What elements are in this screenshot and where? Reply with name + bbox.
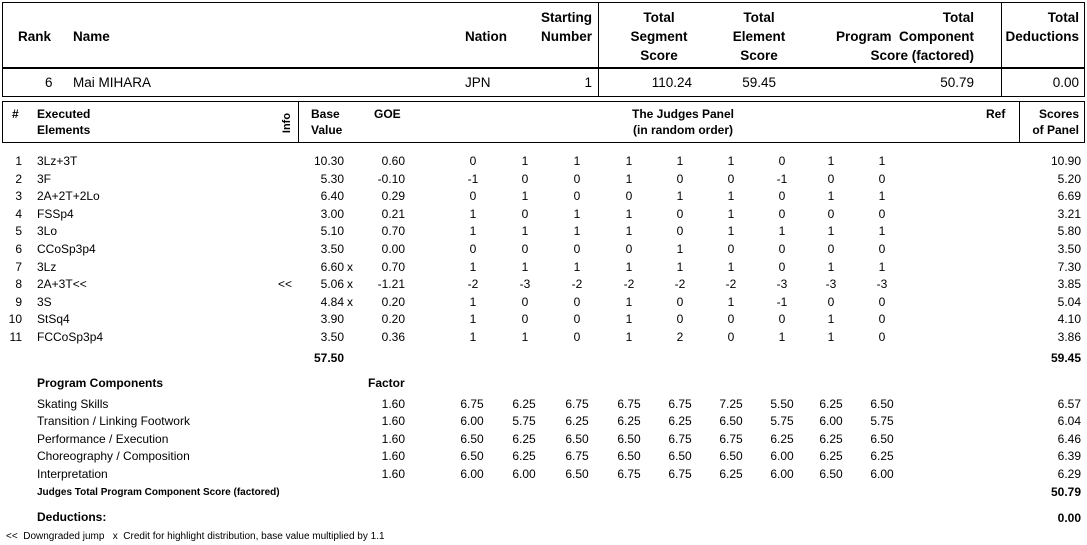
components-total-score: 50.79 bbox=[1050, 485, 1081, 499]
element-judge-score: 0 bbox=[778, 206, 786, 221]
element-name: 3Lz+3T bbox=[37, 154, 78, 168]
component-panel-score: 6.39 bbox=[1057, 449, 1081, 464]
deductions-value: 0.00 bbox=[1057, 511, 1081, 525]
element-base: 4.84 bbox=[320, 294, 344, 309]
element-judge-score: 0 bbox=[878, 312, 886, 327]
element-num: 3 bbox=[15, 189, 22, 204]
element-judge-score: -3 bbox=[519, 277, 531, 292]
element-name: StSq4 bbox=[37, 312, 70, 327]
element-judge-score: 1 bbox=[469, 206, 477, 221]
name-label: Name bbox=[73, 29, 110, 44]
element-judge-score: 1 bbox=[521, 189, 529, 204]
element-judge-score: 1 bbox=[778, 330, 786, 344]
component-judge-score: 6.50 bbox=[819, 466, 843, 481]
component-name: Skating Skills bbox=[37, 397, 109, 411]
element-num: 8 bbox=[15, 277, 22, 292]
skater-nation: JPN bbox=[465, 75, 491, 90]
component-judge-score: 6.75 bbox=[617, 397, 641, 411]
element-judge-score: 1 bbox=[827, 259, 835, 274]
component-judge-score: 6.00 bbox=[870, 466, 894, 481]
scores-label-2: of Panel bbox=[1032, 123, 1079, 137]
element-judge-score: -2 bbox=[571, 277, 583, 292]
element-name: 3S bbox=[37, 294, 52, 309]
elements-total-base: 57.50 bbox=[313, 351, 344, 365]
component-judge-score: 6.50 bbox=[668, 449, 692, 464]
element-name: 3Lo bbox=[37, 224, 58, 239]
elements-header-box bbox=[2, 101, 1085, 143]
element-judge-score: 0 bbox=[878, 206, 886, 221]
element-judge-score: 0 bbox=[676, 171, 684, 186]
element-goe: 0.36 bbox=[381, 330, 405, 344]
element-judge-score: 0 bbox=[676, 312, 684, 327]
element-judge-score: 1 bbox=[573, 259, 581, 274]
factor-label: Factor bbox=[368, 376, 405, 390]
element-judge-score: 1 bbox=[469, 224, 477, 239]
component-panel-score: 6.57 bbox=[1057, 397, 1081, 411]
element-judge-score: 1 bbox=[676, 189, 684, 204]
component-judge-score: 6.00 bbox=[460, 466, 484, 481]
component-judge-score: 6.00 bbox=[770, 449, 794, 464]
element-panel-score: 7.30 bbox=[1057, 259, 1081, 274]
element-judge-score: 1 bbox=[727, 294, 735, 309]
element-judge-score: 0 bbox=[521, 312, 529, 327]
element-goe: -0.10 bbox=[377, 171, 405, 186]
component-judge-score: 6.50 bbox=[719, 449, 743, 464]
element-judge-score: -1 bbox=[467, 171, 479, 186]
element-name: 3Lz bbox=[37, 259, 57, 274]
element-name: 2A+2T+2Lo bbox=[37, 189, 100, 204]
tss-label-2: Segment bbox=[630, 29, 688, 44]
component-judge-score: 6.75 bbox=[617, 466, 641, 481]
component-judge-score: 6.75 bbox=[565, 397, 589, 411]
tes-label-3: Score bbox=[740, 48, 778, 63]
element-name: 3F bbox=[37, 171, 52, 186]
tes-label-1: Total bbox=[743, 10, 775, 25]
skater-deductions: 0.00 bbox=[1052, 75, 1079, 90]
element-judge-score: 0 bbox=[573, 294, 581, 309]
skater-pcs: 50.79 bbox=[940, 75, 974, 90]
component-panel-score: 6.04 bbox=[1057, 414, 1081, 429]
element-judge-score: 0 bbox=[573, 242, 581, 256]
component-judge-score: 5.75 bbox=[870, 414, 894, 429]
element-base: 3.90 bbox=[320, 312, 344, 327]
element-panel-score: 4.10 bbox=[1057, 312, 1081, 327]
element-judge-score: 2 bbox=[676, 330, 684, 344]
element-judge-score: 1 bbox=[778, 224, 786, 239]
element-judge-score: 0 bbox=[573, 171, 581, 186]
component-name: Interpretation bbox=[37, 466, 108, 481]
pcs-label-2: Program Component bbox=[835, 29, 974, 44]
element-x-flag: x bbox=[347, 294, 353, 309]
element-judge-score: 0 bbox=[676, 224, 684, 239]
component-judge-score: 6.25 bbox=[870, 449, 894, 464]
element-goe: -1.21 bbox=[377, 277, 405, 292]
element-goe: 0.21 bbox=[381, 206, 405, 221]
component-judge-score: 6.00 bbox=[819, 414, 843, 429]
element-base: 3.50 bbox=[320, 330, 344, 344]
component-judge-score: 6.00 bbox=[512, 466, 536, 481]
element-x-flag: x bbox=[347, 259, 353, 274]
element-judge-score: 0 bbox=[878, 294, 886, 309]
component-judge-score: 6.75 bbox=[668, 466, 692, 481]
element-judge-score: -3 bbox=[876, 277, 888, 292]
element-num: 1 bbox=[15, 154, 22, 168]
element-judge-score: 1 bbox=[827, 312, 835, 327]
element-judge-score: 1 bbox=[625, 294, 633, 309]
element-base: 5.06 bbox=[320, 277, 344, 292]
skater-tss: 110.24 bbox=[651, 75, 692, 90]
component-judge-score: 6.75 bbox=[719, 431, 743, 446]
element-judge-score: 0 bbox=[778, 154, 786, 168]
component-judge-score: 6.00 bbox=[770, 466, 794, 481]
element-base: 6.60 bbox=[320, 259, 344, 274]
header-divider bbox=[2, 67, 1085, 69]
rank-label: Rank bbox=[18, 29, 52, 44]
element-judge-score: 0 bbox=[676, 206, 684, 221]
element-judge-score: 1 bbox=[469, 259, 477, 274]
info-label: Info bbox=[281, 112, 293, 134]
component-judge-score: 6.50 bbox=[460, 431, 484, 446]
skater-tes: 59.45 bbox=[742, 75, 776, 90]
ded-label-2: Deductions bbox=[1005, 29, 1079, 44]
element-panel-score: 5.04 bbox=[1057, 294, 1081, 309]
element-judge-score: 1 bbox=[727, 154, 735, 168]
component-judge-score: 6.75 bbox=[668, 431, 692, 446]
scores-label-1: Scores bbox=[1038, 107, 1079, 121]
header-vline-1 bbox=[598, 2, 599, 97]
element-goe: 0.20 bbox=[381, 294, 405, 309]
tss-label-1: Total bbox=[643, 10, 675, 25]
component-factor: 1.60 bbox=[381, 449, 405, 464]
element-panel-score: 3.50 bbox=[1057, 242, 1081, 256]
element-judge-score: 0 bbox=[727, 242, 735, 256]
element-num: 9 bbox=[15, 294, 22, 309]
element-judge-score: -2 bbox=[725, 277, 737, 292]
component-name: Choreography / Composition bbox=[37, 449, 190, 464]
component-judge-score: 6.25 bbox=[512, 449, 536, 464]
component-judge-score: 6.25 bbox=[770, 431, 794, 446]
component-judge-score: 5.50 bbox=[770, 397, 794, 411]
element-judge-score: 1 bbox=[727, 189, 735, 204]
element-judge-score: 0 bbox=[827, 206, 835, 221]
element-x-flag: x bbox=[347, 277, 353, 292]
component-judge-score: 6.75 bbox=[460, 397, 484, 411]
component-judge-score: 6.75 bbox=[565, 449, 589, 464]
tss-label-3: Score bbox=[640, 48, 678, 63]
element-base: 3.50 bbox=[320, 242, 344, 256]
element-num: 7 bbox=[15, 259, 22, 274]
starting-number-label-2: Number bbox=[540, 29, 592, 44]
element-num: 5 bbox=[15, 224, 22, 239]
component-judge-score: 6.50 bbox=[565, 466, 589, 481]
element-judge-score: 0 bbox=[469, 242, 477, 256]
component-judge-score: 6.25 bbox=[512, 397, 536, 411]
element-base: 6.40 bbox=[320, 189, 344, 204]
executed-label-2: Elements bbox=[37, 123, 91, 137]
element-judge-score: 1 bbox=[469, 294, 477, 309]
element-judge-score: 1 bbox=[469, 312, 477, 327]
element-num: 4 bbox=[15, 206, 22, 221]
starting-number-label-1: Starting bbox=[540, 10, 592, 25]
element-judge-score: 0 bbox=[827, 242, 835, 256]
component-judge-score: 6.25 bbox=[617, 414, 641, 429]
element-judge-score: 1 bbox=[573, 224, 581, 239]
element-judge-score: 1 bbox=[827, 154, 835, 168]
element-judge-score: 1 bbox=[727, 224, 735, 239]
component-judge-score: 6.50 bbox=[617, 449, 641, 464]
base-label-2: Value bbox=[311, 123, 343, 137]
skater-starting-number: 1 bbox=[584, 75, 592, 90]
component-judge-score: 6.25 bbox=[565, 414, 589, 429]
judges-label-1: The Judges Panel bbox=[631, 107, 735, 121]
element-judge-score: 0 bbox=[727, 330, 735, 344]
element-panel-score: 10.90 bbox=[1050, 154, 1081, 168]
deductions-label: Deductions: bbox=[37, 510, 107, 524]
nation-label: Nation bbox=[465, 29, 507, 44]
component-name: Transition / Linking Footwork bbox=[37, 414, 190, 429]
component-name: Performance / Execution bbox=[37, 431, 169, 446]
element-judge-score: 0 bbox=[778, 189, 786, 204]
element-judge-score: 1 bbox=[521, 330, 529, 344]
element-judge-score: 1 bbox=[827, 330, 835, 344]
component-judge-score: 5.75 bbox=[512, 414, 536, 429]
element-judge-score: 0 bbox=[778, 312, 786, 327]
element-judge-score: 0 bbox=[469, 154, 477, 168]
element-judge-score: 0 bbox=[727, 171, 735, 186]
pcs-label-1: Total bbox=[942, 10, 974, 25]
judges-label-2: (in random order) bbox=[632, 123, 733, 137]
element-panel-score: 3.86 bbox=[1057, 330, 1081, 344]
element-judge-score: 1 bbox=[573, 206, 581, 221]
tes-label-2: Element bbox=[732, 29, 786, 44]
component-judge-score: 6.50 bbox=[719, 414, 743, 429]
element-judge-score: -2 bbox=[467, 277, 479, 292]
element-judge-score: 1 bbox=[827, 224, 835, 239]
element-judge-score: 1 bbox=[878, 224, 886, 239]
component-judge-score: 6.50 bbox=[617, 431, 641, 446]
element-judge-score: -1 bbox=[776, 294, 788, 309]
component-factor: 1.60 bbox=[381, 431, 405, 446]
element-judge-score: 1 bbox=[469, 330, 477, 344]
base-label-1: Base bbox=[311, 107, 340, 121]
skater-rank: 6 bbox=[45, 75, 53, 90]
element-judge-score: 0 bbox=[625, 189, 633, 204]
element-panel-score: 3.85 bbox=[1057, 277, 1081, 292]
executed-label-1: Executed bbox=[37, 107, 91, 121]
element-judge-score: -2 bbox=[674, 277, 686, 292]
element-base: 5.30 bbox=[320, 171, 344, 186]
component-judge-score: 7.25 bbox=[719, 397, 743, 411]
element-judge-score: 1 bbox=[878, 154, 886, 168]
component-judge-score: 6.50 bbox=[870, 397, 894, 411]
element-judge-score: 0 bbox=[573, 312, 581, 327]
pcs-label-3: Score (factored) bbox=[870, 48, 974, 63]
element-num: 11 bbox=[9, 330, 22, 344]
element-name: FCCoSp3p4 bbox=[37, 330, 104, 344]
element-goe: 0.70 bbox=[381, 259, 405, 274]
element-judge-score: 0 bbox=[827, 294, 835, 309]
element-judge-score: 1 bbox=[625, 330, 633, 344]
element-num: 6 bbox=[15, 242, 22, 256]
component-factor: 1.60 bbox=[381, 414, 405, 429]
element-judge-score: 0 bbox=[778, 259, 786, 274]
skater-name: Mai MIHARA bbox=[73, 75, 152, 90]
element-judge-score: 0 bbox=[727, 312, 735, 327]
element-judge-score: -3 bbox=[776, 277, 788, 292]
element-goe: 0.20 bbox=[381, 312, 405, 327]
component-factor: 1.60 bbox=[381, 397, 405, 411]
element-judge-score: 0 bbox=[878, 171, 886, 186]
element-base: 3.00 bbox=[320, 206, 344, 221]
element-judge-score: 1 bbox=[878, 259, 886, 274]
components-label: Program Components bbox=[37, 376, 164, 390]
element-panel-score: 5.20 bbox=[1057, 171, 1081, 186]
element-judge-score: 0 bbox=[878, 330, 886, 344]
element-name: 2A+3T<< bbox=[37, 277, 87, 292]
num-label: # bbox=[12, 107, 19, 121]
header-vline-2 bbox=[1001, 2, 1002, 97]
element-num: 2 bbox=[15, 171, 22, 186]
element-judge-score: -1 bbox=[776, 171, 788, 186]
element-goe: 0.70 bbox=[381, 224, 405, 239]
component-panel-score: 6.29 bbox=[1057, 466, 1081, 481]
component-judge-score: 6.50 bbox=[565, 431, 589, 446]
element-goe: 0.29 bbox=[381, 189, 405, 204]
element-judge-score: 0 bbox=[676, 294, 684, 309]
ref-label: Ref bbox=[986, 107, 1006, 121]
element-judge-score: 0 bbox=[827, 171, 835, 186]
component-judge-score: 6.25 bbox=[719, 466, 743, 481]
component-judge-score: 6.50 bbox=[870, 431, 894, 446]
element-name: CCoSp3p4 bbox=[37, 242, 96, 256]
element-judge-score: 0 bbox=[521, 171, 529, 186]
component-judge-score: 6.75 bbox=[668, 397, 692, 411]
element-judge-score: 0 bbox=[778, 242, 786, 256]
component-judge-score: 6.25 bbox=[819, 397, 843, 411]
element-judge-score: 1 bbox=[727, 206, 735, 221]
goe-label: GOE bbox=[374, 107, 401, 121]
component-judge-score: 6.25 bbox=[819, 431, 843, 446]
element-panel-score: 5.80 bbox=[1057, 224, 1081, 239]
element-judge-score: 1 bbox=[625, 312, 633, 327]
element-judge-score: 0 bbox=[521, 206, 529, 221]
element-info: << bbox=[278, 277, 293, 292]
element-judge-score: 1 bbox=[727, 259, 735, 274]
element-judge-score: 1 bbox=[625, 171, 633, 186]
component-judge-score: 6.25 bbox=[512, 431, 536, 446]
component-factor: 1.60 bbox=[381, 466, 405, 481]
element-judge-score: 1 bbox=[827, 189, 835, 204]
element-base: 10.30 bbox=[313, 154, 344, 168]
element-judge-score: 1 bbox=[625, 259, 633, 274]
element-judge-score: 1 bbox=[676, 242, 684, 256]
element-judge-score: 0 bbox=[469, 189, 477, 204]
element-panel-score: 6.69 bbox=[1057, 189, 1081, 204]
element-judge-score: 1 bbox=[521, 259, 529, 274]
elements-header-vline-1 bbox=[298, 101, 299, 143]
element-judge-score: 0 bbox=[521, 242, 529, 256]
element-num: 10 bbox=[8, 312, 22, 327]
element-judge-score: 0 bbox=[573, 189, 581, 204]
element-judge-score: 1 bbox=[625, 206, 633, 221]
element-base: 5.10 bbox=[320, 224, 344, 239]
element-judge-score: 1 bbox=[625, 154, 633, 168]
components-total-label: Judges Total Program Component Score (factored) bbox=[37, 487, 280, 498]
element-judge-score: 1 bbox=[521, 154, 529, 168]
component-judge-score: 6.25 bbox=[668, 414, 692, 429]
elements-total-score: 59.45 bbox=[1050, 351, 1081, 365]
element-judge-score: 1 bbox=[878, 189, 886, 204]
element-judge-score: -3 bbox=[825, 277, 837, 292]
element-judge-score: -2 bbox=[623, 277, 635, 292]
element-judge-score: 1 bbox=[676, 154, 684, 168]
element-goe: 0.00 bbox=[381, 242, 405, 256]
component-judge-score: 6.00 bbox=[460, 414, 484, 429]
component-judge-score: 6.50 bbox=[460, 449, 484, 464]
component-judge-score: 5.75 bbox=[770, 414, 794, 429]
component-judge-score: 6.25 bbox=[819, 449, 843, 464]
element-judge-score: 1 bbox=[521, 224, 529, 239]
component-panel-score: 6.46 bbox=[1057, 431, 1081, 446]
element-judge-score: 0 bbox=[625, 242, 633, 256]
element-judge-score: 1 bbox=[573, 154, 581, 168]
footnote: << Downgraded jump x Credit for highlight distribution, base value multiplied by 1.1 bbox=[6, 531, 385, 542]
element-judge-score: 0 bbox=[878, 242, 886, 256]
element-name: FSSp4 bbox=[37, 206, 74, 221]
element-judge-score: 1 bbox=[676, 259, 684, 274]
element-goe: 0.60 bbox=[381, 154, 405, 168]
elements-header-vline-2 bbox=[1019, 101, 1020, 143]
element-panel-score: 3.21 bbox=[1057, 206, 1081, 221]
element-judge-score: 0 bbox=[573, 330, 581, 344]
element-judge-score: 0 bbox=[521, 294, 529, 309]
ded-label-1: Total bbox=[1047, 10, 1079, 25]
element-judge-score: 1 bbox=[625, 224, 633, 239]
